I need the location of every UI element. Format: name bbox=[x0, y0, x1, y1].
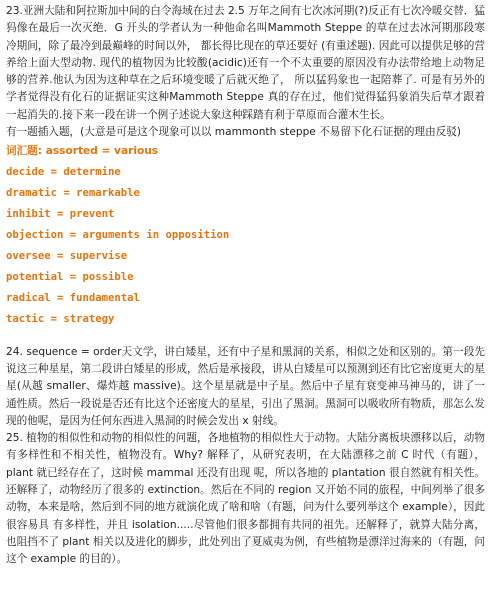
vocab-item: tactic = strategy bbox=[6, 312, 115, 325]
vocab-item: dramatic = remarkable bbox=[6, 187, 140, 200]
vocab-item: potential = possible bbox=[6, 270, 134, 283]
section-gap bbox=[6, 330, 485, 344]
paragraph-24: 24. sequence = order天文学，讲白矮星，还有中子星和黑洞的关系，相似之处和区别的。第一段先说这三种星星，第二段讲白矮星的形成，然后是承接段，讲从白矮星可以预测到还有比它密度更大的星星(从越 smaller、爆炸越 massive)。这个星星就是中子星。然后中子星有衰变神马神马的，讲了一通性质。然后一段说是否还有比这个还密度大的星星，引出了黑洞。黑洞可以吸收所有物质，那怎么发现的他呢，是因为任何东西进入黑洞的时候会发出 x 射线。 bbox=[6, 345, 485, 427]
paragraph-23: 23.亚洲大陆和阿拉斯加中间的白令海域在过去 2.5 万年之间有七次冰河期(?)反正有七次冷暖交替．猛犸像在最后一次灭绝．G 开头的学者认为一种他命名叫Mammoth Steppe 的草在过去冰河期那段寒冷期间，除了最冷到最巅峰的时间以外， 都长得比现在的草还要好 (有重述题). 因此可以提供足够的营养给上面大型动物. 现代的植物因为比较酸(acidic)还有一个不太重要的原因没有办法带给地上动物足够的营养.他认为因为这种草在之后环境变暖了后就灭绝了， 所以猛犸象也一起陪葬了. 可是有另外的学者觉得没有化石的证据证实这种Mammoth Steppe 真的存在过，他们觉得猛犸象消失后草才跟着一起消失的.接下来一段在讲一个例子述说大象这种踩踏有利于草原而合灌木生长。 bbox=[6, 5, 485, 121]
vocab-title: 词汇题: assorted = various bbox=[6, 145, 159, 158]
vocab-list bbox=[6, 162, 485, 329]
vocab-item: radical = fundamental bbox=[6, 291, 140, 304]
vocab-item: objection = arguments in opposition bbox=[6, 229, 230, 242]
vocab-item: oversee = supervise bbox=[6, 250, 128, 262]
vocab-item: decide = determine bbox=[6, 166, 121, 179]
vocab-item: inhibit = prevent bbox=[6, 208, 115, 221]
paragraph-25: 25. 植物的相似性和动物的相似性的问题，各地植物的相似性大于动物。大陆分离板块漂移以后，动物有多样性和不相关性，植物没有。Why? 解释了，从研究表明，在大陆漂移之前 C 时代（有题），plant 就已经存在了，这时候 mammal 还没有出现 呢，所以各地的 plantation 很自然就有相关性。还解释了，动物经历了很多的 extinction。然后在不同的 region 又开始不同的旅程，中间列举了很多动物，本来是啥，然后到不同的地方就演化成了啥和啥（有题，问为什么要列举这个 example），因此很容易具 有多样性，并且 isolation.....尽管他们很多都拥有共同的祖先。还解释了，就算大陆分离，也阻挡不了 plant 相关以及进化的脚步，此处列出了夏威夷为例，有些植物是漂洋过海来的（有题，问这个 example 的目的）。 bbox=[6, 432, 485, 566]
paragraph-23-question: 有一题插入题，(大意是可是这个现象可以以 mammonth steppe 不易留下化石证据的理由反驳) bbox=[6, 126, 462, 139]
